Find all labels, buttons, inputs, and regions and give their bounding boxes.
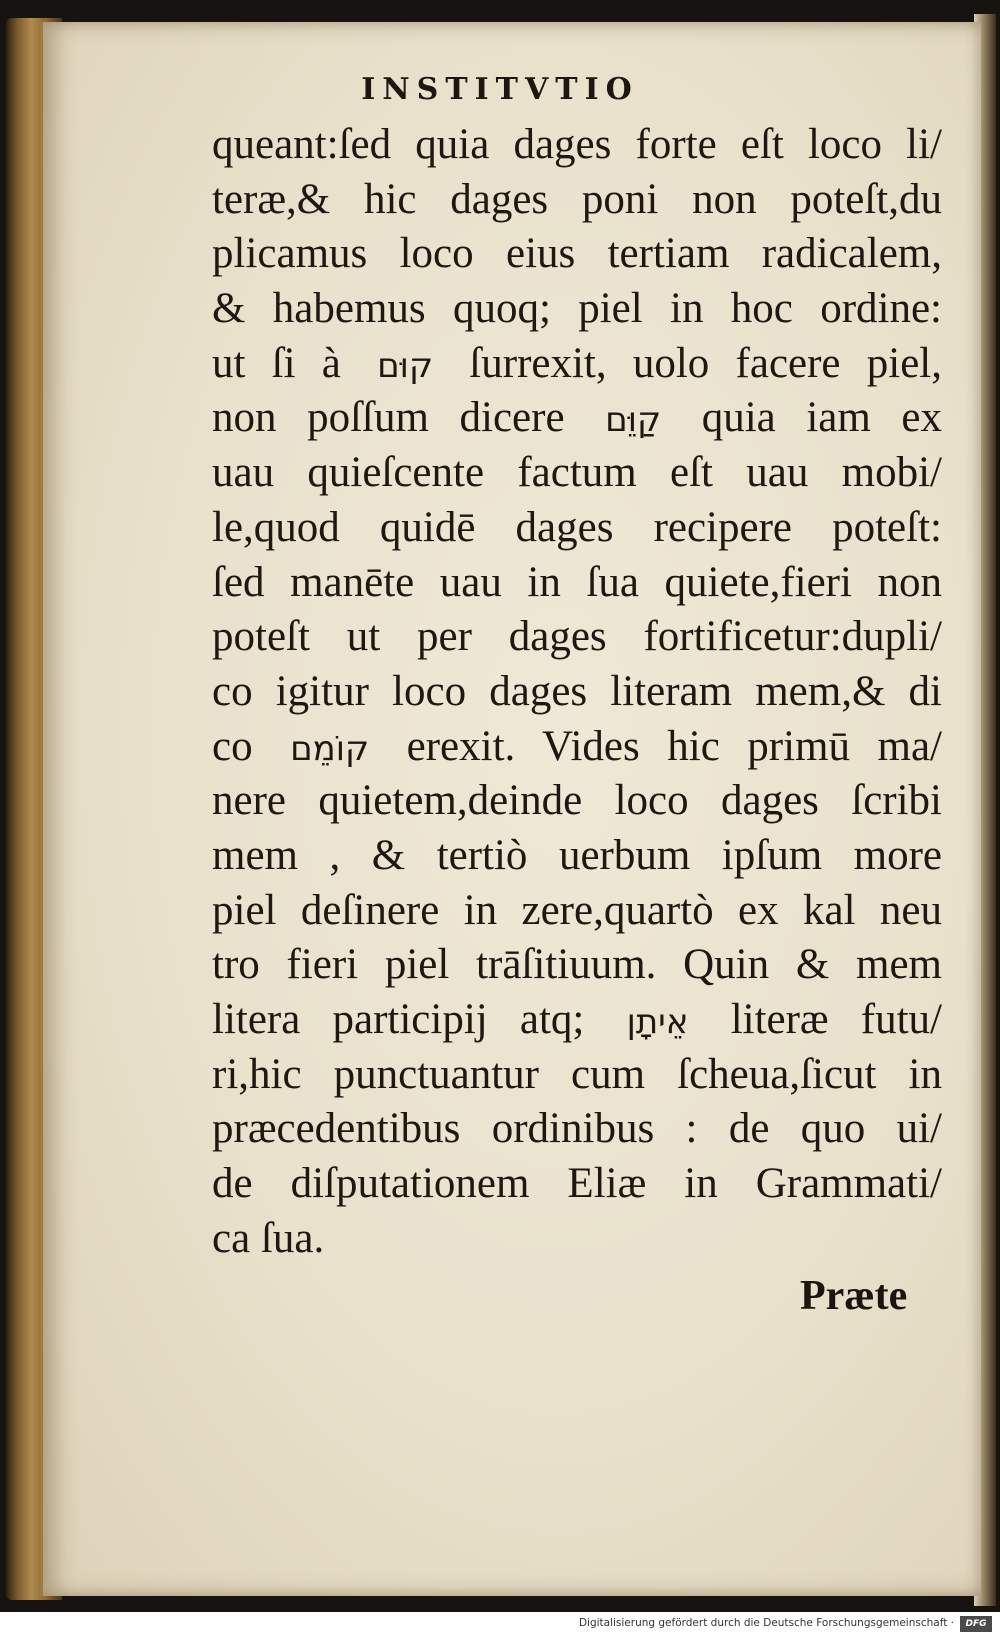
dfg-logo: DFG [960,1616,992,1632]
digitization-footer [0,1612,1000,1638]
text-line [212,1102,942,1157]
latin-text: le,quod quidē dages recipere poteſt: [212,503,942,551]
text-line [212,501,942,556]
hebrew-word: קוֹמֵם [290,728,370,769]
latin-text: & habemus quoq; piel in hoc ordine: [212,285,942,333]
text-line [212,446,942,501]
latin-text: poteſt ut per dages fortificetur:dupli/ [212,613,942,661]
text-line [212,1048,942,1103]
text-line [212,774,942,829]
hebrew-word: אֵיתָן [626,1002,689,1042]
latin-text: nere quietem,deinde loco dages ſcribi [212,777,942,825]
text-line [212,337,942,392]
latin-text: ca ſua. [212,1214,325,1262]
text-line [212,665,942,720]
latin-text: ſed manēte uau in ſua quiete,fieri non [212,558,942,606]
latin-text: de diſputationem Eliæ in Grammati/ [212,1160,942,1208]
latin-text: teræ,& hic dages poni non poteſt,du [212,175,942,223]
text-line [212,720,942,775]
text-line [212,556,942,611]
text-line [212,173,942,228]
text-line [212,282,942,337]
latin-text: erexit. Vides hic primū ma/ [379,722,942,770]
text-line [212,884,942,939]
latin-text: piel deſinere in zere,quartò ex kal neu [212,886,942,934]
latin-text: ut ſi à [212,339,368,387]
latin-text: literæ futu/ [698,996,942,1043]
running-head: INSTITVTIO [361,72,639,107]
body-text [212,118,942,1266]
latin-text: præcedentibus ordinibus : de quo ui/ [212,1105,942,1153]
text-line [212,391,942,446]
hebrew-word: קַוֵּם [605,400,662,441]
latin-text: non poſſum dicere [212,394,596,442]
catchword: Præte [800,1273,908,1319]
latin-text: ri,hic punctuantur cum ſcheua,ſicut in [212,1050,942,1098]
latin-text: quia iam ex [671,394,942,442]
latin-text: ſurrexit, uolo facere piel, [443,339,942,387]
latin-text: co igitur loco dages literam mem,& di [212,667,942,715]
latin-text: co [212,722,281,770]
latin-text: uau quieſcente factum eſt uau mobi/ [212,449,942,497]
latin-text: litera participij atq; [212,996,617,1043]
footer-credit-text: Digitalisierung gefördert durch die Deutsche Forschungsgemeinschaft · [578,1617,954,1629]
latin-text: queant:ſed quia dages forte eſt loco li/ [212,121,942,168]
text-line [212,1212,942,1267]
latin-text: tro fieri piel trāſitiuum. Quin & mem [212,941,942,989]
latin-text: mem , & tertiò uerbum ipſum more [212,831,942,879]
text-line [212,993,942,1048]
text-line [212,829,942,884]
hebrew-word: קוּם [377,345,434,386]
text-line [212,118,942,173]
text-line [212,227,942,282]
latin-text: plicamus loco eius tertiam radicalem, [212,230,942,278]
text-line [212,938,942,993]
text-line [212,610,942,665]
text-line [212,1157,942,1212]
